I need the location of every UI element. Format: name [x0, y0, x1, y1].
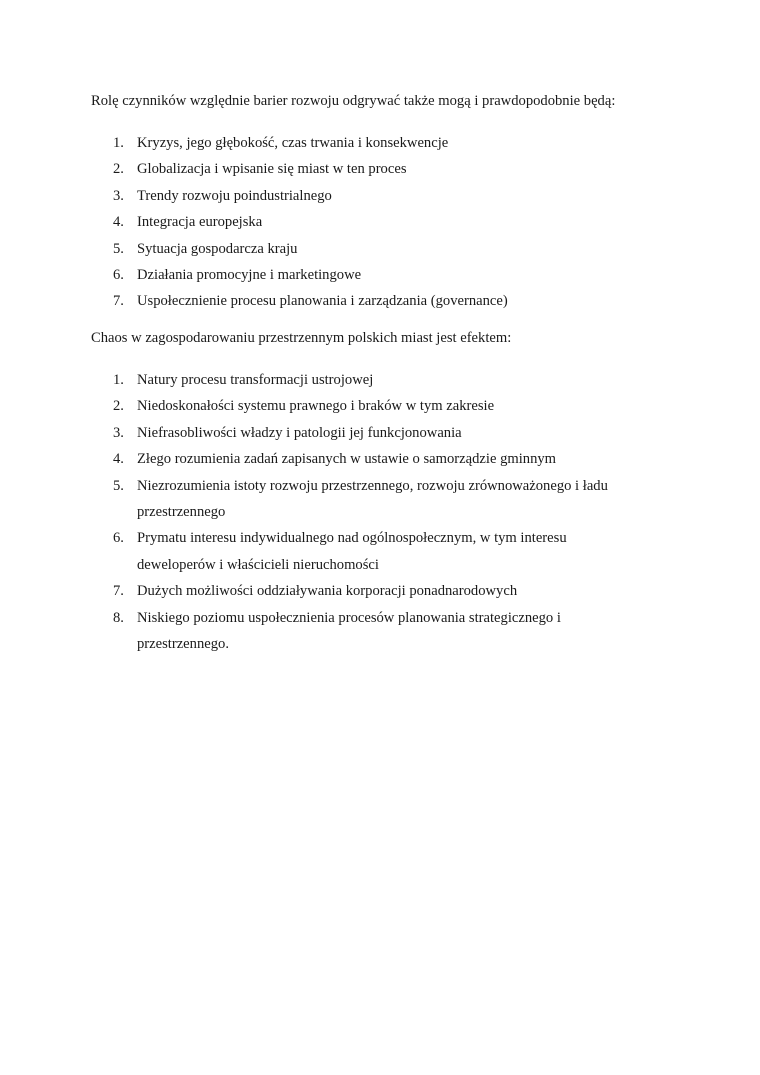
list-item-number: 8.	[113, 609, 124, 626]
list-item	[0, 288, 700, 314]
list-item-text: Niedoskonałości systemu prawnego i braków w tym zakresie	[137, 398, 495, 415]
list-item-number: 6.	[113, 267, 124, 284]
list-item-text: Natury procesu transformacji ustrojowej	[137, 372, 374, 388]
list-item-text: Globalizacja i wpisanie się miast w ten proces	[137, 161, 407, 178]
list-item-number: 6.	[113, 530, 124, 547]
list-item	[0, 473, 700, 526]
section-2-list	[0, 367, 700, 657]
list-item-text: Trendy rozwoju poindustrialnego	[137, 187, 332, 204]
list-item-number: 2.	[113, 161, 124, 178]
list-item	[0, 420, 700, 446]
list-item-text: Niezrozumienia istoty rozwoju przestrzennego, rozwoju zrównoważonego i ładu przestrzennego	[137, 477, 608, 521]
list-item	[0, 156, 700, 182]
list-item	[0, 367, 700, 393]
list-item-text: Prymatu interesu indywidualnego nad ogólnospołecznym, w tym interesu deweloperów i właścicieli nieruchomości	[137, 530, 567, 573]
list-item-text: Złego rozumienia zadań zapisanych w ustawie o samorządzie gminnym	[137, 451, 557, 468]
list-item-text: Działania promocyjne i marketingowe	[137, 267, 362, 284]
list-item	[0, 262, 700, 288]
list-item	[0, 578, 700, 604]
list-item-number: 7.	[113, 583, 124, 600]
list-item-number: 5.	[113, 477, 124, 494]
list-item	[0, 525, 700, 578]
list-item-number: 3.	[113, 187, 124, 204]
section-1-intro: Rolę czynników względnie barier rozwoju odgrywać także mogą i prawdopodobnie będą:	[91, 93, 616, 109]
list-item	[0, 236, 700, 262]
list-item-text: Kryzys, jego głębokość, czas trwania i konsekwencje	[137, 135, 449, 151]
list-item-text: Niefrasobliwości władzy i patologii jej funkcjonowania	[137, 424, 462, 441]
list-item-number: 2.	[113, 398, 124, 415]
list-item	[0, 605, 700, 658]
list-item	[0, 130, 700, 156]
list-item	[0, 446, 700, 472]
list-item-text: Niskiego poziomu uspołecznienia procesów planowania strategicznego i przestrzennego.	[137, 609, 561, 653]
list-item-number: 1.	[113, 135, 124, 151]
list-item-number: 4.	[113, 214, 124, 231]
list-item-number: 7.	[113, 293, 124, 310]
section-1-list	[0, 130, 700, 315]
section-2-intro: Chaos w zagospodarowaniu przestrzennym polskich miast jest efektem:	[91, 330, 512, 346]
list-item	[0, 393, 700, 419]
list-item	[0, 183, 700, 209]
list-item-text: Integracja europejska	[137, 214, 263, 231]
list-item-text: Sytuacja gospodarcza kraju	[137, 240, 298, 257]
list-item-number: 4.	[113, 451, 124, 468]
list-item-number: 5.	[113, 240, 124, 257]
list-item-text: Dużych możliwości oddziaływania korporacji ponadnarodowych	[137, 583, 518, 600]
list-item-text: Uspołecznienie procesu planowania i zarządzania (governance)	[137, 293, 508, 310]
list-item-number: 3.	[113, 424, 124, 441]
list-item	[0, 209, 700, 235]
list-item-number: 1.	[113, 372, 124, 388]
